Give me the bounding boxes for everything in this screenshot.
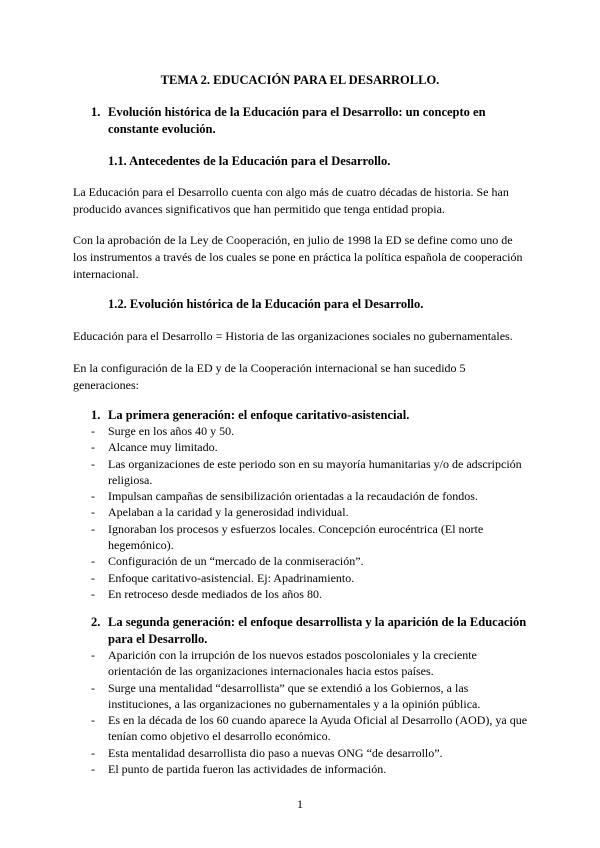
page-number: 1 [297, 797, 303, 811]
document-title: TEMA 2. EDUCACIÓN PARA EL DESARROLLO. [160, 73, 440, 87]
list-item: - El punto de partida fueron las actividades de información. [91, 762, 387, 777]
generation-1-number: 1. [91, 408, 101, 422]
generation-1-heading [91, 407, 531, 424]
list-item: - Impulsan campañas de sensibilización orientadas a la recaudación de fondos. [91, 489, 478, 504]
list-item: - Configuración de un “mercado de la conmiseración”. [91, 554, 364, 569]
list-item: - Aparición con la irrupción de los nuevos estados poscoloniales y la creciente orientación de las organizaciones internacionales hacia estos países. [91, 648, 477, 679]
section-1-1-heading: 1.1. Antecedentes de la Educación para el Desarrollo. [108, 154, 391, 168]
generation-2-number: 2. [91, 615, 101, 629]
paragraph-3: Educación para el Desarrollo = Historia de las organizaciones sociales no gubernamentales. [73, 329, 513, 343]
generation-2-heading [91, 614, 531, 648]
list-item: - Enfoque caritativo-asistencial. Ej: Apadrinamiento. [91, 570, 355, 585]
generation-1-title: La primera generación: el enfoque caritativo-asistencial. [108, 408, 410, 422]
list-item: - Es en la década de los 60 cuando aparece la Ayuda Oficial al Desarrollo (AOD), ya que tenían como objetivo el desarrollo económico. [91, 713, 528, 744]
list-item: - Alcance muy limitado. [91, 440, 218, 455]
section-1-text: Evolución histórica de la Educación para el Desarrollo: un concepto en constante evolución. [108, 105, 486, 136]
generation-1-list [91, 423, 531, 602]
list-item: - Las organizaciones de este periodo son en su mayoría humanitarias y/o de adscripción religiosa. [91, 456, 522, 487]
list-item: - Ignoraban los procesos y esfuerzos locales. Concepción eurocéntrica (El norte hegemónico). [91, 521, 484, 553]
generation-2-title: La segunda generación: el enfoque desarrollista y la aparición de la Educación para el Desarrollo. [108, 615, 527, 646]
list-item: - En retroceso desde mediados de los años 80. [91, 586, 322, 601]
paragraph-1: La Educación para el Desarrollo cuenta con algo más de cuatro décadas de historia. Se han producido avances significativos que han permitido que tenga entidad propia. [73, 185, 509, 216]
paragraph-2: Con la aprobación de la Ley de Cooperación, en julio de 1998 la ED se define como uno de los instrumentos a través de los cuales se pone en práctica la política española de cooperación internacional. [73, 233, 523, 281]
paragraph-4: En la configuración de la ED y de la Cooperación internacional se han sucedido 5 generaciones: [73, 361, 466, 392]
list-item: - Apelaban a la caridad y la generosidad individual. [91, 505, 349, 520]
list-item: - Surge en los años 40 y 50. [91, 424, 235, 438]
section-1-heading [91, 104, 531, 138]
list-item: - Surge una mentalidad “desarrollista” que se extendió a los Gobiernos, a las instituciones, a las organizaciones no gubernamentales y a la opinión pública. [91, 680, 481, 711]
generation-2-list [91, 647, 531, 777]
list-item: - Esta mentalidad desarrollista dio paso a nuevas ONG “de desarrollo”. [91, 745, 443, 760]
section-1-number: 1. [91, 105, 101, 119]
section-1-2-heading: 1.2. Evolución histórica de la Educación para el Desarrollo. [108, 297, 424, 311]
